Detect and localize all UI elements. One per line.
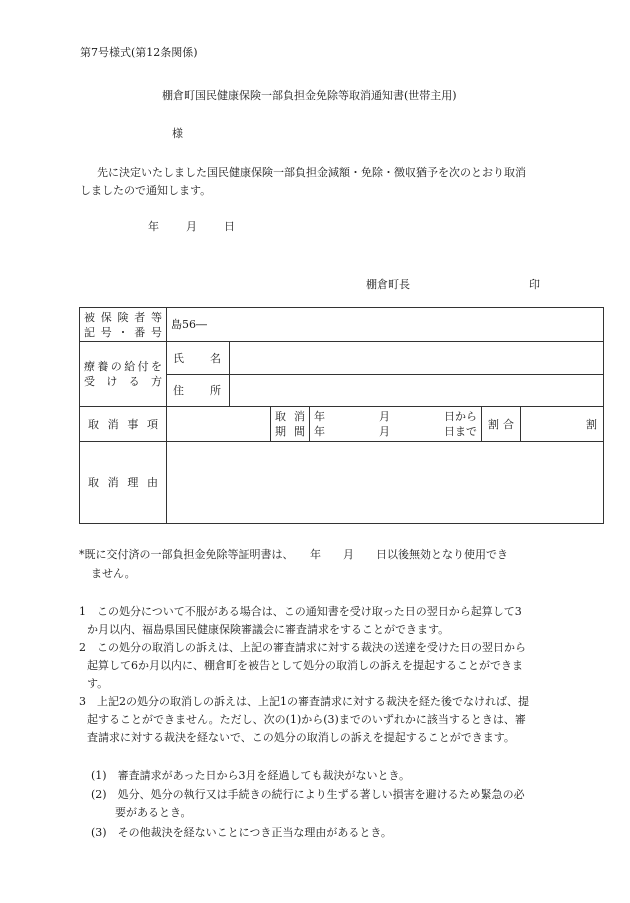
name-label: 氏名 <box>167 342 230 375</box>
note-item-1-line-2: か月以内、福島県国民健康保険審議会に審査請求をすることができます。 <box>87 623 450 636</box>
period-from <box>314 409 477 424</box>
period-to-month: 月 <box>379 425 390 439</box>
cancellation-form-table <box>79 307 604 524</box>
date-year: 年 <box>148 220 159 233</box>
note-item-3-line-1: 3 上記2の処分の取消しの訴えは、上記1の審査請求に対する裁決を経た後でなければ、提 <box>79 695 529 708</box>
note-item-1-line-1: 1 この処分について不服がある場合は、この通知書を受け取った日の翌日から起算して3 <box>79 605 522 618</box>
period-from-suffix: 日から <box>444 410 477 424</box>
note-item-2-line-3: す。 <box>87 677 109 690</box>
table-row-name <box>80 342 604 375</box>
recipient-label-line-1: 療養の給付を <box>84 360 162 374</box>
insured-label-line-2: 記号・番号 <box>84 325 162 339</box>
table-row-reason <box>80 441 604 523</box>
insured-number-value: 島56― <box>167 308 604 342</box>
recipient-label <box>80 342 167 407</box>
period-value <box>310 407 482 441</box>
date-month: 月 <box>186 220 197 233</box>
period-from-year: 年 <box>314 410 325 424</box>
note-sub-item-2-line-1: (2) 処分、処分の執行又は手続きの続行により生ずる著しい損害を避けるため緊急の必 <box>91 788 525 801</box>
period-to-suffix: 日まで <box>444 425 477 439</box>
intro-text-line-2: しましたので通知します。 <box>80 184 212 197</box>
issuer-name: 棚倉町長 <box>366 278 410 291</box>
intro-text-line-1: 先に決定いたしました国民健康保険一部負担金減額・免除・徴収猶予を次のとおり取消 <box>97 166 526 179</box>
recipient-label-line-2: 受ける方 <box>84 375 162 389</box>
period-to <box>314 424 477 439</box>
ratio-label: 割合 <box>482 407 521 441</box>
note-item-2-line-1: 2 この処分の取消しの訴えは、上記の審査請求に対する裁決の送達を受けた日の翌日から <box>79 641 526 654</box>
address-value <box>230 375 604 407</box>
note-sub-item-3: (3) その他裁決を経ないことにつき正当な理由があるとき。 <box>91 826 392 839</box>
insured-label-line-1: 被保険者等 <box>84 310 162 324</box>
table-row-cancel-item <box>80 407 604 441</box>
cancel-item-label: 取消事項 <box>80 407 167 441</box>
period-label-line-2: 期間 <box>275 425 305 439</box>
period-label-line-1: 取消 <box>275 410 305 424</box>
date-line <box>148 218 235 234</box>
note-sub-item-1: (1) 審査請求があった日から3月を経過しても裁決がないとき。 <box>91 769 411 782</box>
document-title: 棚倉町国民健康保険一部負担金免除等取消通知書(世帯主用) <box>162 89 457 102</box>
note-item-3-line-2: 起することができません。ただし、次の(1)から(3)までのいずれかに該当するときは、審 <box>87 713 526 726</box>
cancel-reason-value <box>167 441 604 523</box>
cancel-reason-label: 取消理由 <box>80 441 167 523</box>
form-number: 第7号様式(第12条関係) <box>80 46 198 59</box>
seal-mark: 印 <box>529 278 540 291</box>
period-to-year: 年 <box>314 425 325 439</box>
address-label: 住所 <box>167 375 230 407</box>
note-item-3-line-3: 査請求に対する裁決を経ないで、この処分の取消しの訴えを提起することができます。 <box>87 731 515 744</box>
period-from-month: 月 <box>379 410 390 424</box>
period-label <box>271 407 310 441</box>
insured-number-label <box>80 308 167 342</box>
note-star-line-2: ません。 <box>91 567 136 580</box>
ratio-value: 割 <box>521 407 604 441</box>
date-day: 日 <box>224 220 235 233</box>
addressee-suffix: 様 <box>172 127 183 140</box>
note-sub-item-2-line-2: 要があるとき。 <box>115 806 192 819</box>
cancel-item-value <box>167 407 271 441</box>
name-value <box>230 342 604 375</box>
table-row-insured <box>80 308 604 342</box>
note-item-2-line-2: 起算して6か月以内に、棚倉町を被告として処分の取消しの訴えを提起することができま <box>87 659 523 672</box>
note-star-line-1: *既に交付済の一部負担金免除等証明書は、 年 月 日以後無効となり使用でき <box>79 548 508 561</box>
